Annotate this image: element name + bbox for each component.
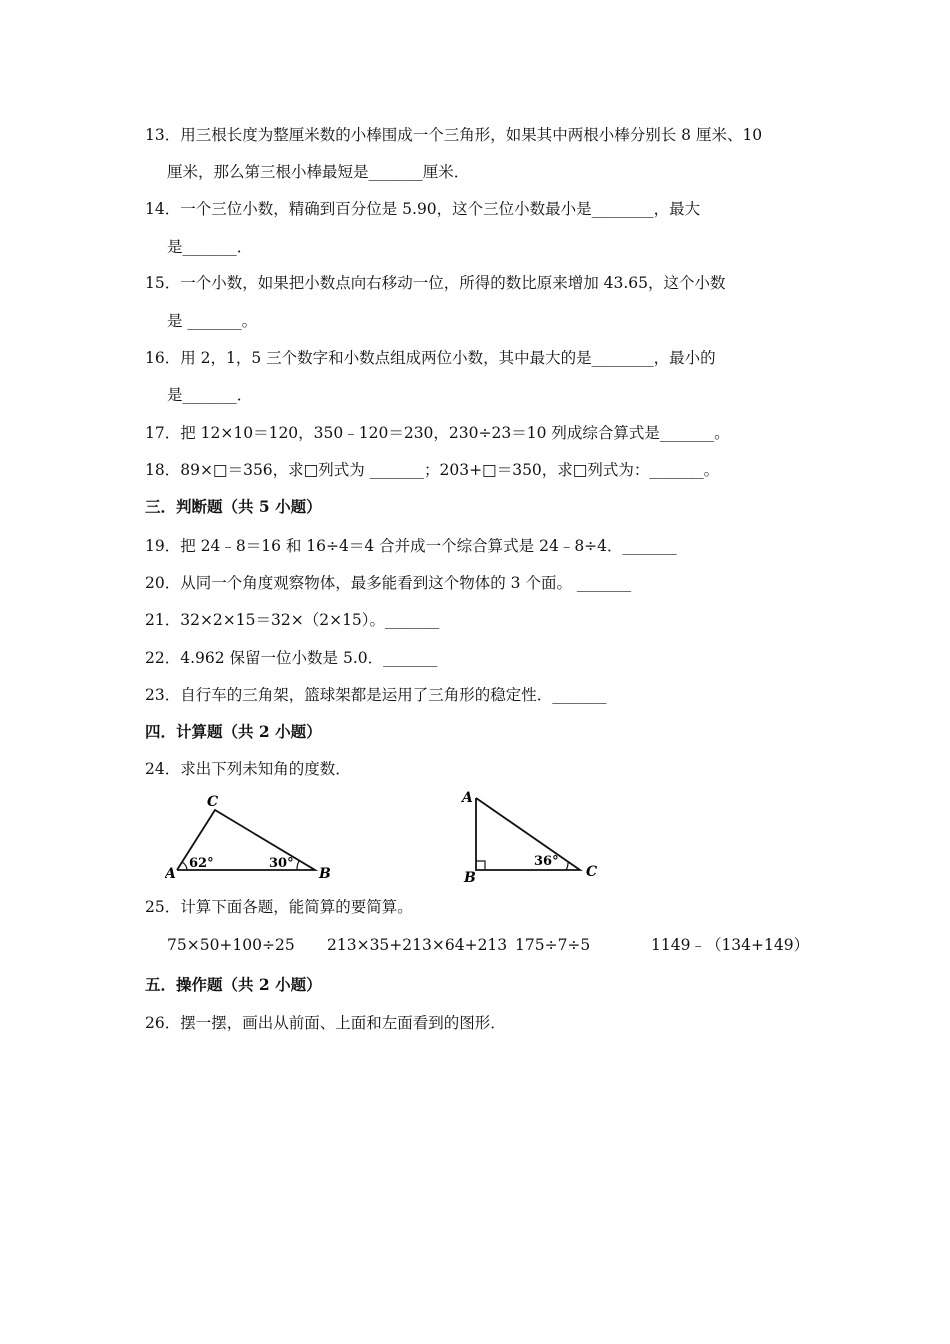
- angle-c-label: 36°: [534, 854, 559, 869]
- question-20: 20．从同一个角度观察物体，最多能看到这个物体的 3 个面。 _______: [145, 574, 632, 592]
- question-14-line-1: 14．一个三位小数，精确到百分位是 5.90，这个三位小数最小是________，最大: [145, 200, 701, 218]
- calc-expression-1: 75×50+100÷25: [167, 936, 295, 954]
- question-15-line-2: 是 _______。: [167, 312, 258, 330]
- angle-a-label: 62°: [189, 856, 214, 871]
- question-13-line-1: 13．用三根长度为整厘米数的小棒围成一个三角形，如果其中两根小棒分别长 8 厘米、10: [145, 126, 763, 144]
- question-21: 21．32×2×15＝32×（2×15）。_______: [145, 611, 440, 629]
- calc-expression-4: 1149﹣（134+149）: [651, 936, 810, 954]
- calc-expression-3: 175÷7÷5: [515, 936, 591, 954]
- section-5-heading: 五．操作题（共 2 小题）: [145, 975, 322, 994]
- section-4-heading: 四．计算题（共 2 小题）: [145, 722, 322, 741]
- question-16-line-2: 是_______．: [167, 386, 253, 404]
- question-18: 18．89×□＝356，求□列式为 _______；203+□＝350，求□列式为：_______。: [145, 461, 720, 479]
- section-3-heading: 三．判断题（共 5 小题）: [145, 497, 322, 516]
- vertex-c-label: C: [207, 794, 219, 810]
- calc-expression-2: 213×35+213×64+213: [327, 936, 508, 954]
- vertex-a-label: A: [462, 790, 473, 806]
- angle-b-label: 30°: [269, 856, 294, 871]
- question-26: 26．摆一摆，画出从前面、上面和左面看到的图形．: [145, 1014, 506, 1032]
- question-15-line-1: 15．一个小数，如果把小数点向右移动一位，所得的数比原来增加 43.65，这个小数: [145, 274, 726, 292]
- question-17: 17．把 12×10＝120，350﹣120＝230，230÷23＝10 列成综合算式是_______。: [145, 424, 730, 442]
- question-24: 24．求出下列未知角的度数．: [145, 760, 351, 778]
- vertex-c-label: C: [586, 864, 598, 880]
- question-22: 22．4.962 保留一位小数是 5.0．_______: [145, 649, 438, 667]
- question-23: 23．自行车的三角架，篮球架都是运用了三角形的稳定性．_______: [145, 686, 607, 704]
- vertex-b-label: B: [319, 866, 331, 882]
- vertex-b-label: B: [464, 870, 476, 886]
- question-14-line-2: 是_______．: [167, 238, 253, 256]
- triangle-figure-2: [458, 786, 608, 886]
- question-25: 25．计算下面各题，能简算的要简算。: [145, 898, 413, 916]
- vertex-a-label: A: [165, 866, 176, 882]
- question-13-line-2: 厘米，那么第三根小棒最短是_______厘米．: [167, 163, 470, 181]
- question-16-line-1: 16．用 2，1，5 三个数字和小数点组成两位小数，其中最大的是________，最小的: [145, 349, 716, 367]
- triangle-figure-1: [165, 790, 335, 885]
- question-19: 19．把 24﹣8＝16 和 16÷4＝4 合并成一个综合算式是 24﹣8÷4．_______: [145, 537, 677, 555]
